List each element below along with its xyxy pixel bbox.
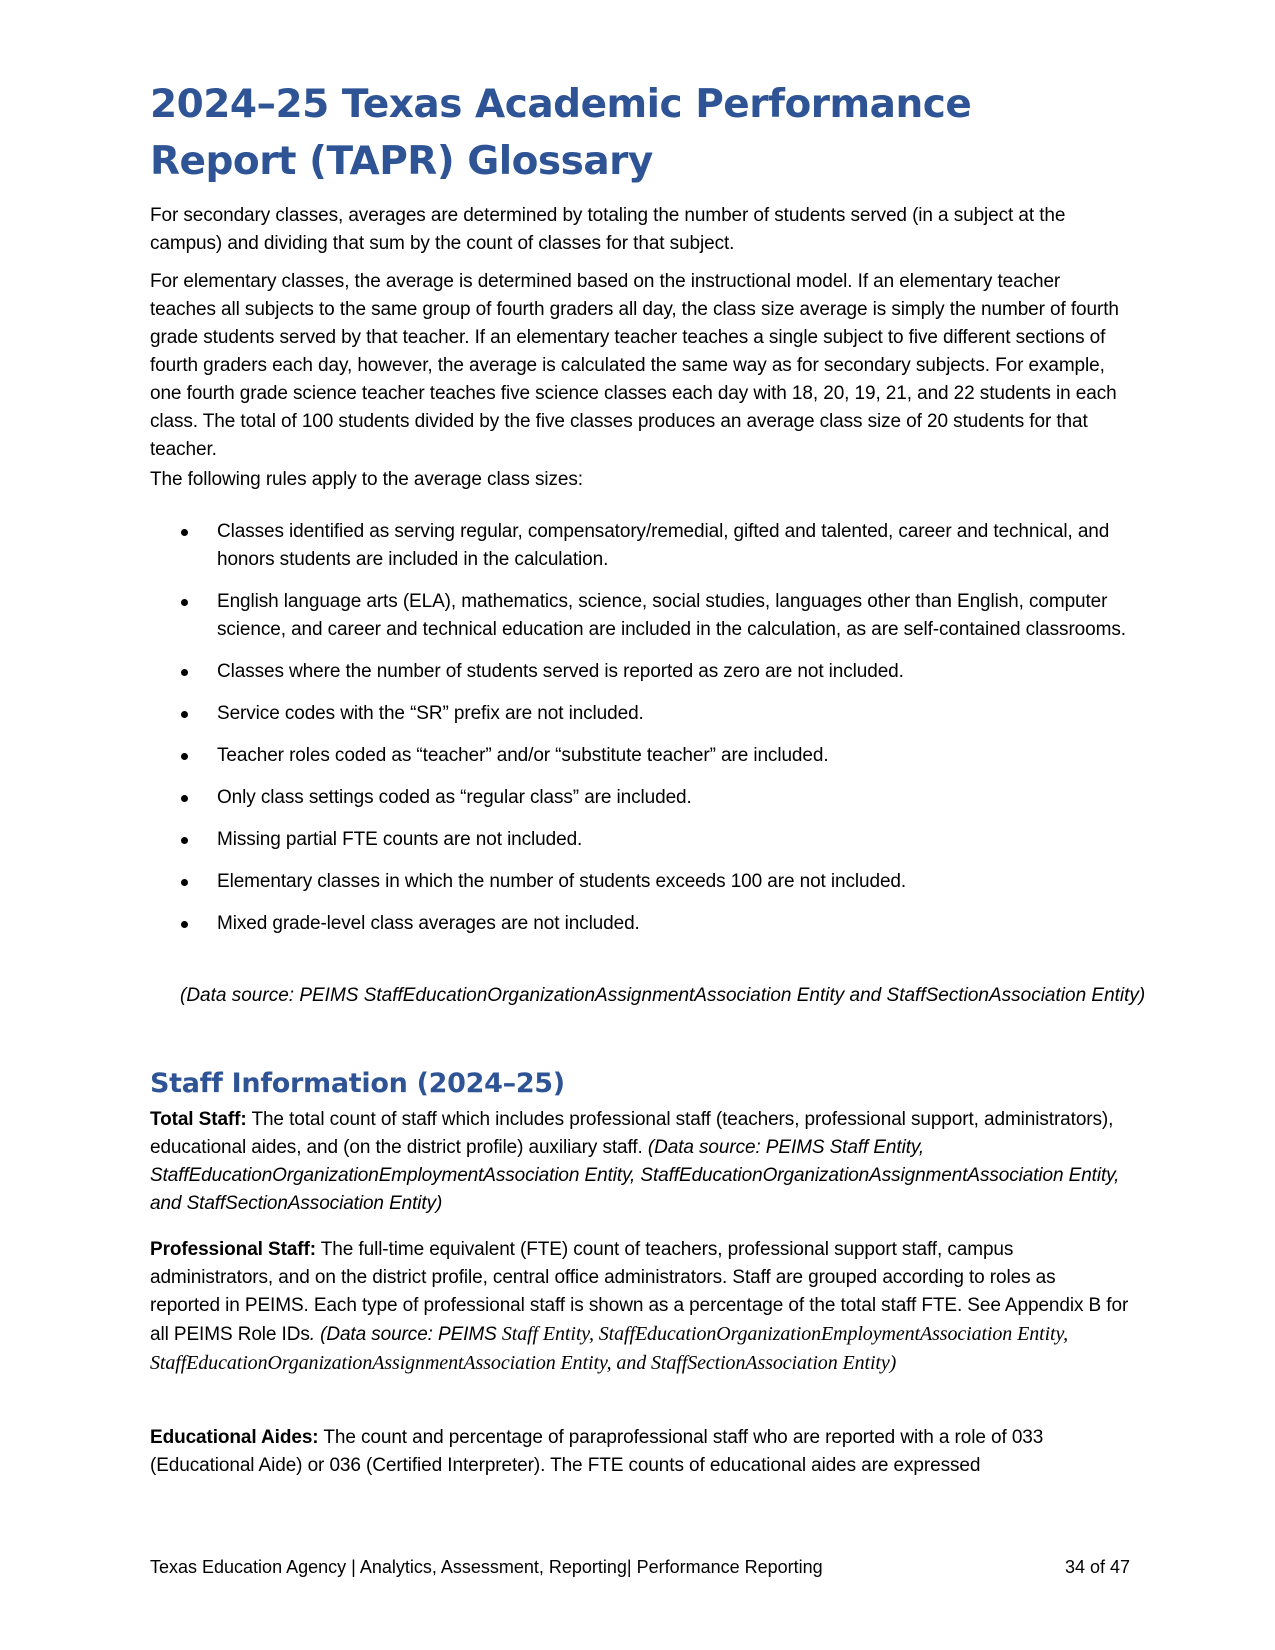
list-item: Service codes with the “SR” prefix are not included.: [150, 700, 1130, 728]
data-source: Staff Entity, StaffEducationOrganizationEmploymentAssociation Entity, StaffEducationOrganizationAssignmentAssociation Entity, and StaffSectionAssociation Entity): [150, 1323, 1069, 1374]
list-item: Mixed grade-level class averages are not included.: [150, 910, 1130, 938]
rules-list: [150, 518, 1130, 952]
section-heading-staff-information: Staff Information (2024–25): [150, 1068, 565, 1099]
term-label: Professional Staff:: [150, 1239, 316, 1260]
bullet-icon: [181, 711, 188, 718]
entry-educational-aides: [150, 1424, 1130, 1480]
bullet-icon: [181, 921, 188, 928]
bullet-icon: [181, 753, 188, 760]
list-item: Classes where the number of students served is reported as zero are not included.: [150, 658, 1130, 686]
list-item: Missing partial FTE counts are not included.: [150, 826, 1130, 854]
paragraph-secondary-classes: For secondary classes, averages are determined by totaling the number of students served (in a subject at the campus) and dividing that sum by the count of classes for that subject.: [150, 205, 1066, 254]
bullet-icon: [181, 669, 188, 676]
data-source: (Data source: PEIMS Staff Entity, StaffEducationOrganizationEmploymentAssociation Entity, StaffEducationOrganizationAssignmentAssociation Entity, and StaffSectionAssociation Entity): [150, 1137, 1120, 1214]
term-label: Educational Aides:: [150, 1427, 319, 1448]
term-definition: The total count of staff which includes professional staff (teachers, professional support, administrators), educational aides, and (on the district profile) auxiliary staff.: [150, 1109, 1114, 1158]
list-item: Elementary classes in which the number of students exceeds 100 are not included.: [150, 868, 1130, 896]
paragraph-elementary-classes: For elementary classes, the average is determined based on the instructional model. If an elementary teacher teaches all subjects to the same group of fourth graders all day, the class size average is simply the number of fourth grade students served by that teacher. If an elementary teacher teaches a single subject to five different sections of fourth graders each day, however, the average is calculated the same way as for secondary subjects. For example, one fourth grade science teacher teaches five science classes each day with 18, 20, 19, 21, and 22 students in each class. The total of 100 students divided by the five classes produces an average class size of 20 students for that teacher.: [150, 271, 1119, 460]
bullet-icon: [181, 879, 188, 886]
bullet-icon: [181, 837, 188, 844]
list-item: Only class settings coded as “regular class” are included.: [150, 784, 1130, 812]
bullet-icon: [181, 795, 188, 802]
term-label: Total Staff:: [150, 1109, 247, 1130]
footer-agency-text: Texas Education Agency | Analytics, Assessment, Reporting| Performance Reporting: [150, 1557, 823, 1577]
term-definition: The full-time equivalent (FTE) count of teachers, professional support staff, campus administrators, and on the district profile, central office administrators. Staff are grouped according to roles as reported in PEIMS. Each type of professional staff is shown as a percentage of the total staff FTE. See Appendix B for all PEIMS Role IDs: [150, 1239, 1129, 1345]
paragraph-rules-intro: The following rules apply to the average class sizes:: [150, 469, 583, 490]
bullet-icon: [181, 599, 188, 606]
term-definition: The count and percentage of paraprofessional staff who are reported with a role of 033 (Educational Aide) or 036 (Certified Interpreter). The FTE counts of educational aides are expressed: [150, 1427, 1044, 1476]
page-footer: [150, 1555, 1130, 1579]
entry-total-staff: [150, 1106, 1130, 1218]
list-item: Teacher roles coded as “teacher” and/or “substitute teacher” are included.: [150, 742, 1130, 770]
page-number: 34 of 47: [1064, 1557, 1130, 1577]
list-item: English language arts (ELA), mathematics, science, social studies, languages other than English, computer science, and career and technical education are included in the calculation, as are self-contained classrooms.: [150, 588, 1130, 644]
list-item: Classes identified as serving regular, compensatory/remedial, gifted and talented, career and technical, and honors students are included in the calculation.: [150, 518, 1130, 574]
rules-data-source: (Data source: PEIMS StaffEducationOrganizationAssignmentAssociation Entity and StaffSectionAssociation Entity): [180, 985, 1146, 1006]
entry-professional-staff: [150, 1236, 1130, 1378]
bullet-icon: [181, 529, 188, 536]
page-title: 2024–25 Texas Academic Performance Report (TAPR) Glossary: [150, 82, 972, 184]
data-source-lead: . (Data source: PEIMS: [309, 1324, 502, 1345]
